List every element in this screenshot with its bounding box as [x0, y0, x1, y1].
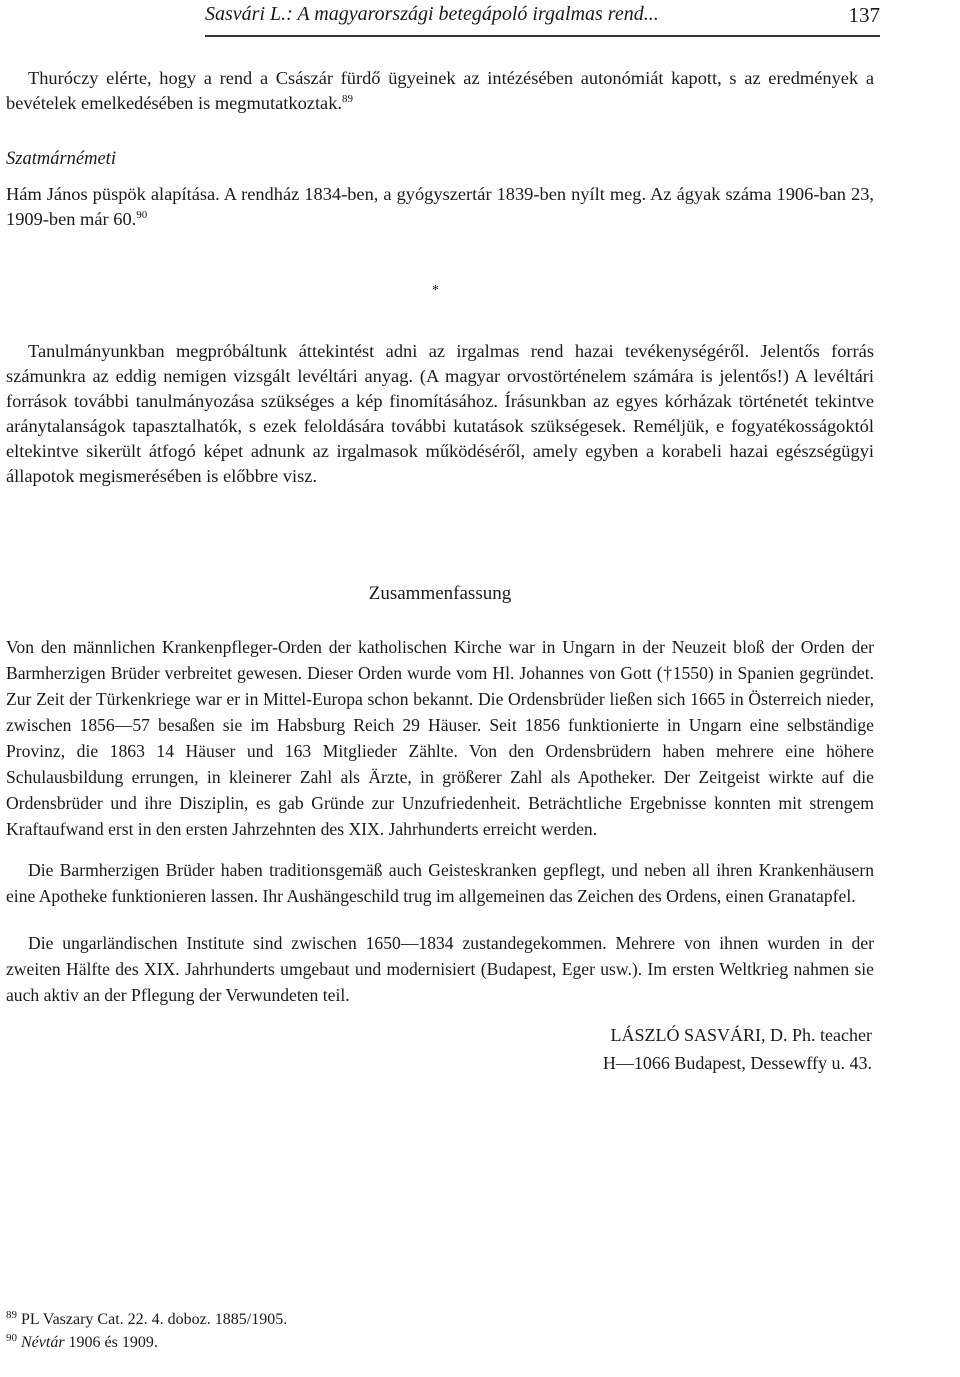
- summary-heading: Zusammenfassung: [368, 583, 512, 604]
- footnote-number: 90: [6, 1332, 17, 1344]
- paragraph-text: Von den männlichen Krankenpfleger-Orden der katholischen Kirche war in Ungarn in der Neuzeit bloß der Orden der Barmherzigen Brüder verbreitet gewesen. Dieser Orden wurde vom Hl. Johannes von Gott (†1550) in Spanien gegründet. Zur Zeit der Türkenkriege war er in Mittel-Europa schon bekannt. Die Ordensbrüder ließen sich 1665 in Österreich nieder, zwischen 1856—57 besaßen sie im Habsburg Reich 29 Häuser. Seit 1856 funktionierte in Ungarn eine selbständige Provinz, die 1863 14 Häuser und 163 Mitglieder Zählte. Von den Ordensbrüdern haben mehrere eine höhere Schulausbildung errungen, in kleinerer Zahl als Ärzte, in größerer Zahl als Apotheker. Der Zeitgeist wirkte auf die Ordensbrüder und ihre Disziplin, es gab Gründe zur Unzufriedenheit. Beträchtliche Ergebnisse konnten mit strengem Kraftaufwand erst in den ersten Jahrzehnten des XIX. Jahrhunderts erreicht werden.: [6, 637, 874, 839]
- footnote-text: Névtár 1906 és 1909.: [21, 1334, 158, 1351]
- footnote-ref: 89: [342, 93, 354, 105]
- paragraph-ham-janos: [6, 182, 874, 232]
- author-address: H—1066 Budapest, Dessewffy u. 43.: [602, 1053, 872, 1073]
- footnote-number: 89: [6, 1309, 17, 1321]
- paragraph-text: Die Barmherzigen Brüder haben traditionsgemäß auch Geisteskranken gepflegt, und neben all ihren Krankenhäusern eine Apotheke funktionieren lassen. Ihr Aushängeschild trug im allgemeinen das Zeichen des Ordens, einen Granatapfel.: [6, 860, 874, 906]
- summary-paragraph-3: [6, 930, 874, 1008]
- section-heading-szatmarnemeti: Szatmárnémeti: [6, 149, 116, 169]
- paragraph-text: Die ungarländischen Institute sind zwischen 1650—1834 zustandegekommen. Mehrere von ihnen wurden in der zweiten Hälfte des XIX. Jahrhunderts umgebaut und modernisiert (Budapest, Eger usw.). Im ersten Weltkrieg nahmen sie auch aktiv an der Pflegung der Verwundeten teil.: [6, 933, 874, 1005]
- footnote-90: [6, 1327, 158, 1354]
- footnote-ref: 90: [136, 209, 148, 221]
- author-signature: LÁSZLÓ SASVÁRI, D. Ph. teacher: [610, 1025, 872, 1045]
- running-header: [205, 0, 880, 38]
- page-number: 137: [848, 3, 880, 27]
- summary-paragraph-1: [6, 634, 874, 842]
- header-rule: [205, 35, 880, 37]
- paragraph-thuroczy: [6, 66, 874, 116]
- paragraph-text: Thuróczy elérte, hogy a rend a Császár fürdő ügyeinek az intézésében autonómiát kapott, s az eredmények a bevételek emelkedésében is megmutatkoztak.: [6, 68, 874, 113]
- paragraph-text: Tanulmányunkban megpróbáltunk áttekintést adni az irgalmas rend hazai tevékenységéről. Jelentős forrás számunkra az eddig nemigen vizsgált levéltári anyag. (A magyar orvostörténelem számára is jelentős!) A levéltári források további tanulmányozása szükséges a kép finomításához. Írásunkban az egyes kórházak történetét tekintve aránytalanságok tapasztalhatók, s ezek feloldására további kutatások szükségesek. Reméljük, e fogyatékosságoktól eltekintve sikerült átfogó képet adnunk az irgalmasok működéséről, amely egyben a korabeli hazai egészségügyi állapotok megismerésében is előbbre visz.: [6, 341, 874, 486]
- paragraph-text: Hám János püspök alapítása. A rendház 1834-ben, a gyógyszertár 1839-ben nyílt meg. Az ágyak száma 1906-ban 23, 1909-ben már 60.: [6, 184, 874, 229]
- running-title: Sasvári L.: A magyarországi betegápoló irgalmas rend...: [205, 3, 659, 25]
- paragraph-conclusion: [6, 339, 874, 489]
- summary-paragraph-2: [6, 857, 874, 909]
- footnote-text: PL Vaszary Cat. 22. 4. doboz. 1885/1905.: [21, 1311, 288, 1328]
- section-separator: *: [432, 283, 439, 298]
